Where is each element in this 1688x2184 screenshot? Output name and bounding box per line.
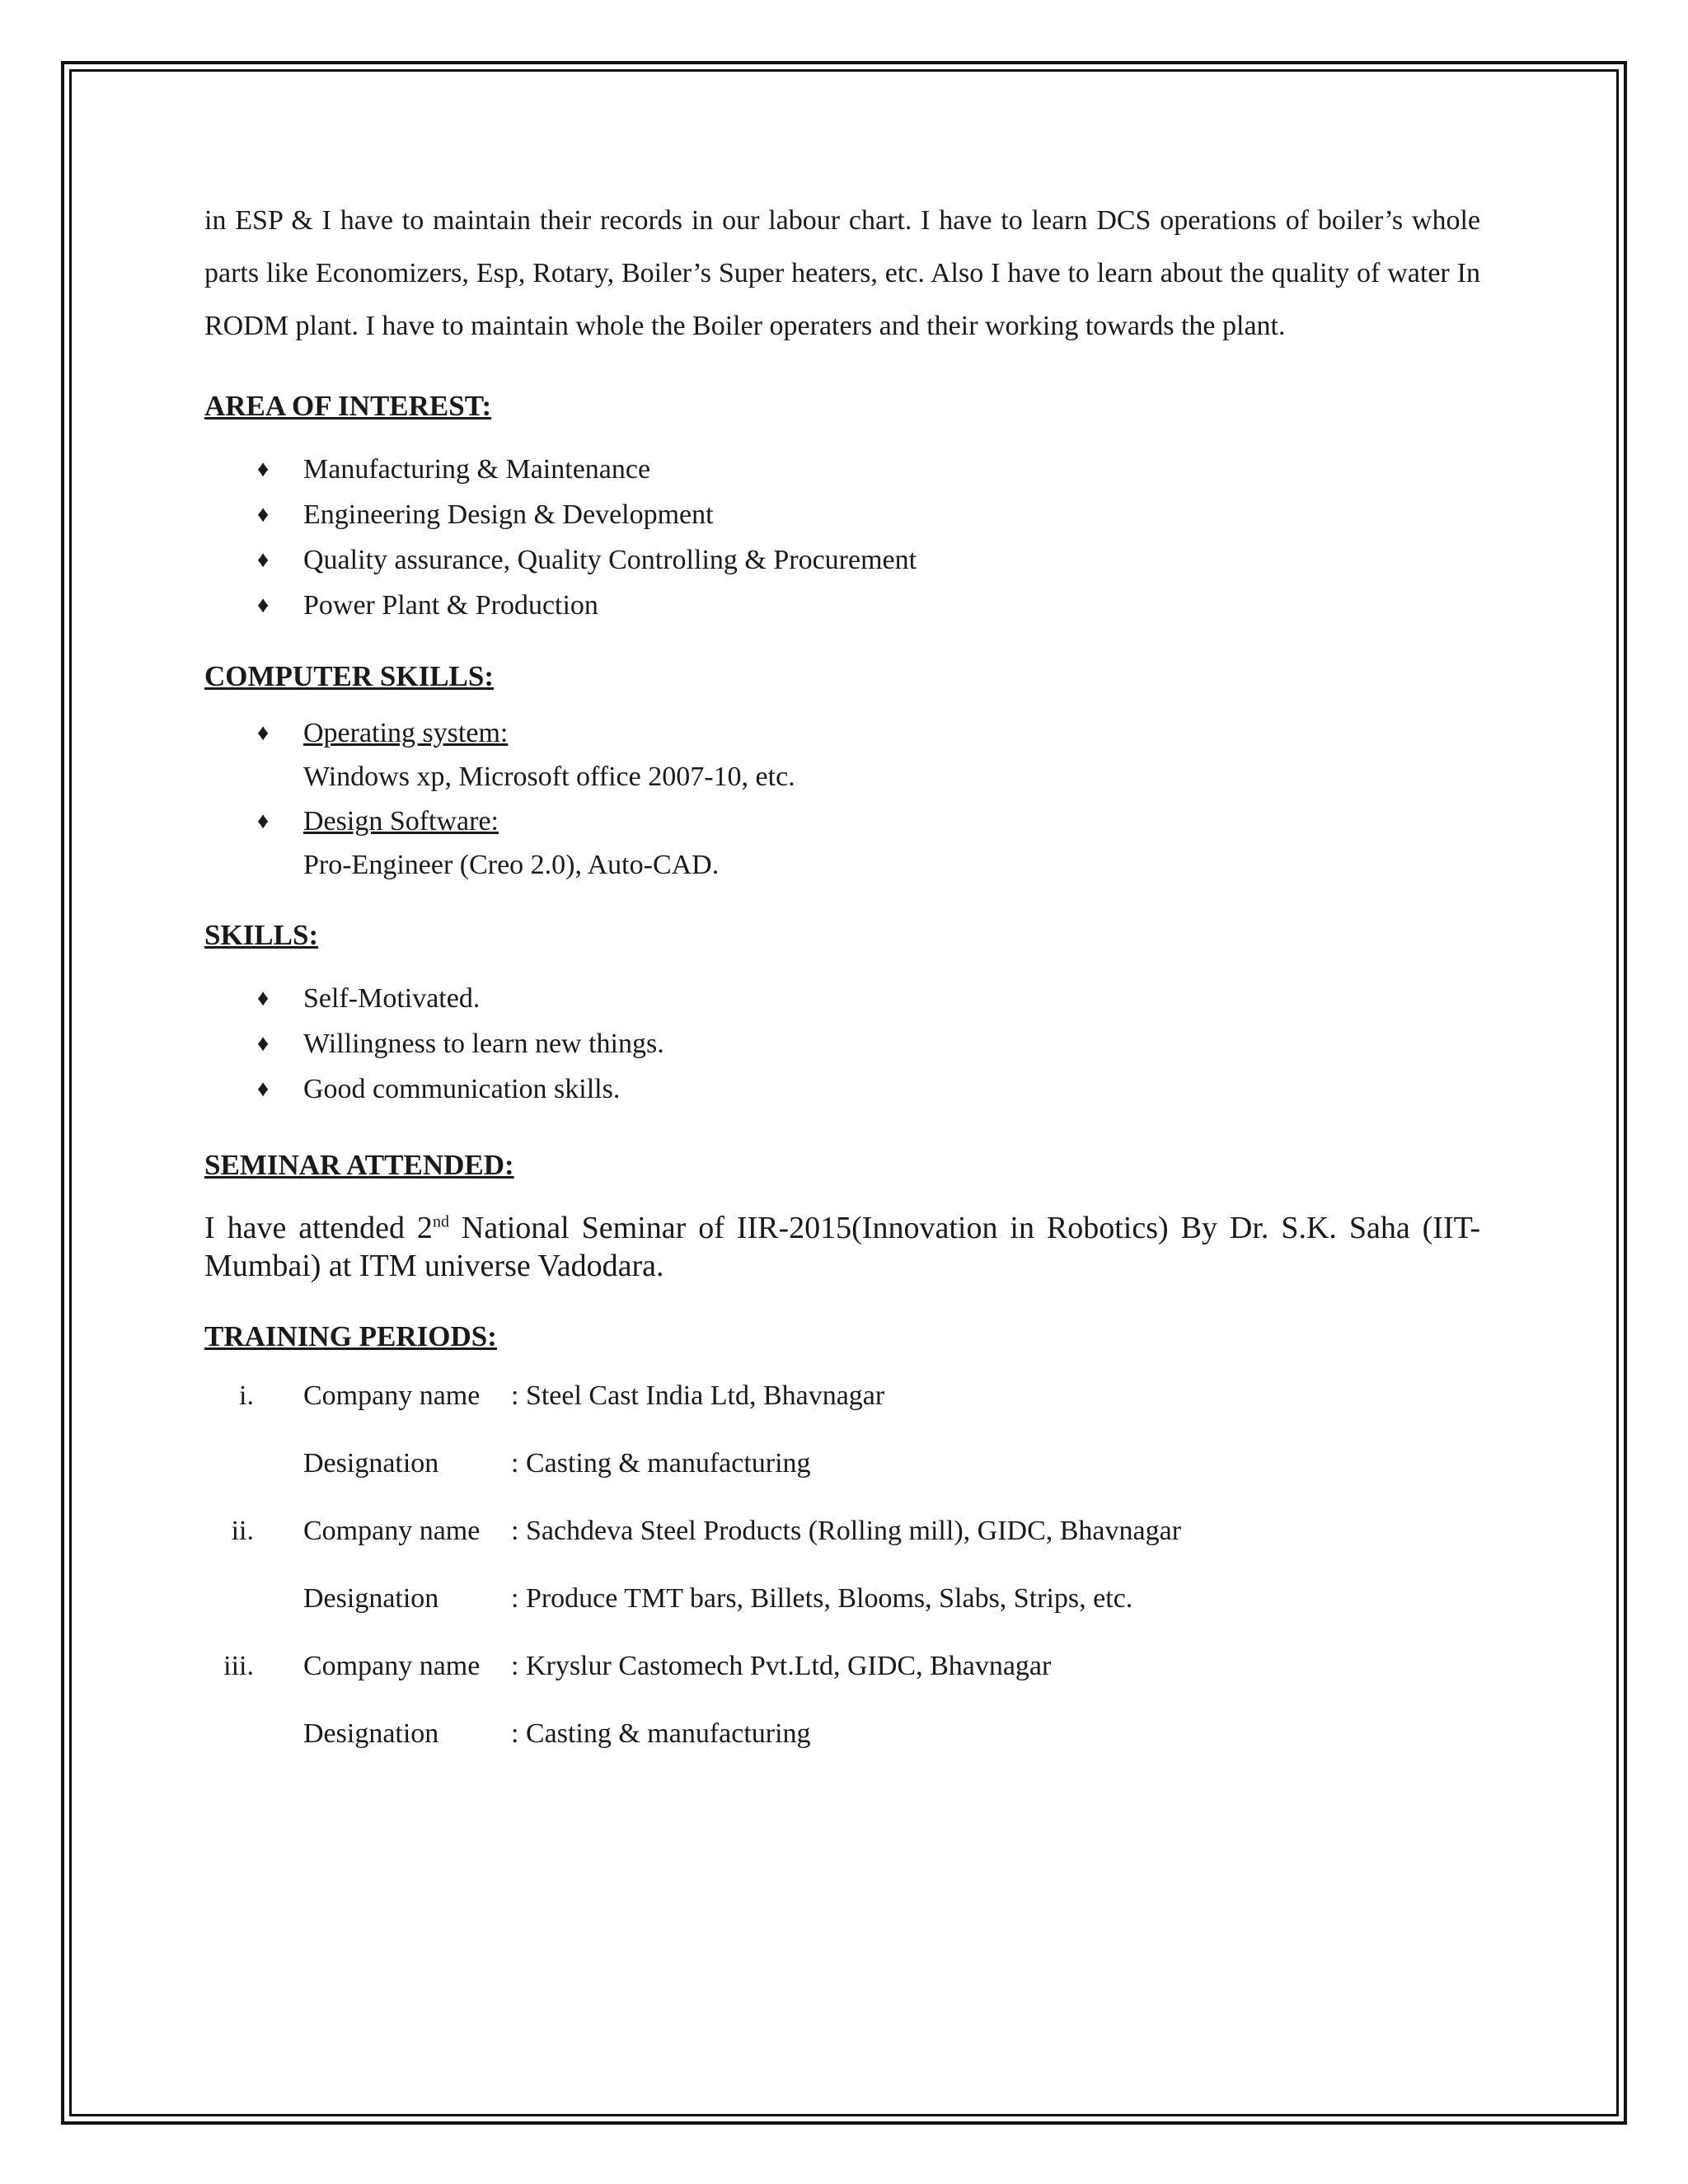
list-item: ♦ Engineering Design & Development bbox=[204, 492, 1480, 537]
training-list bbox=[204, 1362, 1480, 1768]
training-designation-row: Designation : Produce TMT bars, Billets, Blooms, Slabs, Strips, etc. bbox=[303, 1583, 1133, 1614]
training-designation-row: Designation : Casting & manufacturing bbox=[303, 1718, 811, 1749]
list-item: ♦ Willingness to learn new things. bbox=[204, 1021, 1480, 1066]
diamond-bullet-icon: ♦ bbox=[257, 986, 270, 1011]
diamond-bullet-icon: ♦ bbox=[257, 1031, 270, 1057]
diamond-bullet-icon: ♦ bbox=[257, 502, 270, 527]
seminar-paragraph: I have attended 2nd National Seminar of IIR-2015(Innovation in Robotics) By Dr. S.K. Saha (IIT-Mumbai) at ITM universe Vadodara. bbox=[204, 1211, 1480, 1283]
list-item: ♦ Quality assurance, Quality Controlling & Procurement bbox=[204, 537, 1480, 583]
diamond-bullet-icon: ♦ bbox=[257, 593, 270, 618]
diamond-bullet-icon: ♦ bbox=[257, 547, 270, 573]
intro-paragraph: in ESP & I have to maintain their records in our labour chart. I have to learn DCS operations of boiler’s whole parts like Economizers, Esp, Rotary, Boiler’s Super heaters, etc. Also I have to learn about the quality of water In RODM plant. I have to maintain whole the Boiler operaters and their working towards the plant. bbox=[204, 205, 1480, 341]
computer-skills-heading: COMPUTER SKILLS: bbox=[204, 660, 495, 692]
list-item: ♦ Manufacturing & Maintenance bbox=[204, 447, 1480, 492]
training-designation-row: Designation : Casting & manufacturing bbox=[303, 1448, 811, 1479]
area-of-interest-heading: AREA OF INTEREST: bbox=[204, 390, 492, 422]
diamond-bullet-icon: ♦ bbox=[257, 808, 270, 834]
training-heading: TRAINING PERIODS: bbox=[204, 1320, 497, 1352]
computer-skills-list bbox=[204, 710, 1480, 887]
seminar-section bbox=[204, 1148, 1480, 1285]
seminar-heading: SEMINAR ATTENDED: bbox=[204, 1149, 514, 1181]
list-item: ♦ Power Plant & Production bbox=[204, 583, 1480, 628]
diamond-bullet-icon: ♦ bbox=[257, 1076, 270, 1102]
operating-system-value: Windows xp, Microsoft office 2007-10, etc. bbox=[303, 762, 795, 792]
design-software-value: Pro-Engineer (Creo 2.0), Auto-CAD. bbox=[303, 850, 720, 880]
operating-system-label: Operating system: bbox=[303, 718, 509, 748]
skills-section bbox=[204, 918, 1480, 1112]
list-item: ♦ Good communication skills. bbox=[204, 1066, 1480, 1112]
diamond-bullet-icon: ♦ bbox=[257, 720, 270, 746]
training-company-row: i. Company name : Steel Cast India Ltd, Bhavnagar bbox=[239, 1380, 885, 1411]
diamond-bullet-icon: ♦ bbox=[257, 457, 270, 482]
skills-list bbox=[204, 976, 1480, 1112]
training-company-row: iii. Company name : Kryslur Castomech Pvt.Ltd, GIDC, Bhavnagar bbox=[223, 1651, 1052, 1681]
skills-heading: SKILLS: bbox=[204, 919, 319, 951]
resume-page-content bbox=[204, 194, 1480, 1768]
list-item: ♦ Self-Motivated. bbox=[204, 976, 1480, 1021]
computer-skills-section bbox=[204, 659, 1480, 887]
area-of-interest-section bbox=[204, 389, 1480, 628]
list-item bbox=[204, 799, 1480, 887]
area-of-interest-list bbox=[204, 447, 1480, 628]
training-company-row: ii. Company name : Sachdeva Steel Products (Rolling mill), GIDC, Bhavnagar bbox=[231, 1516, 1182, 1546]
design-software-label: Design Software: bbox=[303, 806, 499, 837]
list-item bbox=[204, 710, 1480, 799]
training-section bbox=[204, 1319, 1480, 1768]
